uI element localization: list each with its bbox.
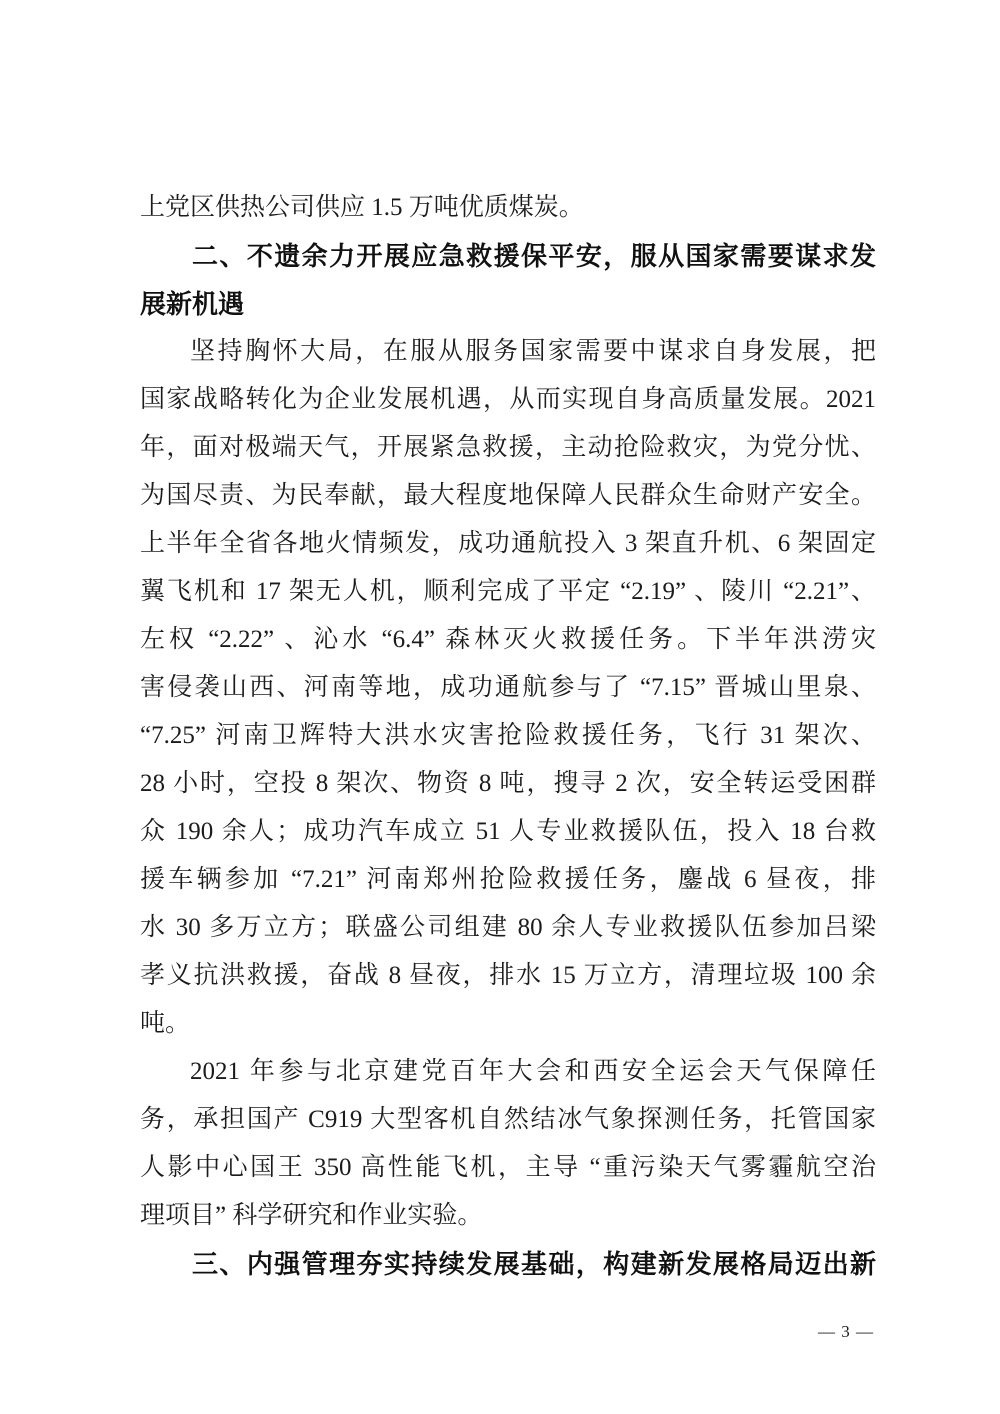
- text-line: 上党区供热公司供应 1.5 万吨优质煤炭。: [140, 194, 584, 221]
- text-line: 国家战略转化为企业发展机遇，从而实现自身高质量发展。2021: [140, 386, 876, 413]
- text-line: 众 190 余人；成功汽车成立 51 人专业救援队伍，投入 18 台救: [140, 818, 876, 845]
- page-number: — 3 —: [818, 1322, 874, 1341]
- text-line: 28 小时，空投 8 架次、物资 8 吨，搜寻 2 次，安全转运受困群: [140, 770, 876, 797]
- text-line: 翼飞机和 17 架无人机，顺利完成了平定 “2.19” 、陵川 “2.21”、: [140, 578, 876, 605]
- text-line: 水 30 多万立方；联盛公司组建 80 余人专业救援队伍参加吕梁: [140, 914, 876, 941]
- text-line: 为国尽责、为民奉献，最大程度地保障人民群众生命财产安全。: [140, 482, 876, 509]
- text-line: 坚持胸怀大局，在服从服务国家需要中谋求自身发展，把: [190, 338, 876, 365]
- text-line: 理项目” 科学研究和作业实验。: [140, 1202, 483, 1229]
- section-heading: 三、内强管理夯实持续发展基础，构建新发展格局迈出新: [192, 1249, 876, 1279]
- text-line: 害侵袭山西、河南等地，成功通航参与了 “7.15” 晋城山里泉、: [140, 674, 876, 701]
- text-line: “7.25” 河南卫辉特大洪水灾害抢险救援任务，飞行 31 架次、: [140, 722, 876, 749]
- text-line: 左权 “2.22” 、沁水 “6.4” 森林灭火救援任务。下半年洪涝灾: [140, 626, 876, 653]
- section-heading: 二、不遗余力开展应急救援保平安，服从国家需要谋求发: [192, 241, 876, 271]
- text-line: 务，承担国产 C919 大型客机自然结冰气象探测任务，托管国家: [140, 1106, 876, 1133]
- text-line: 孝义抗洪救援，奋战 8 昼夜，排水 15 万立方，清理垃圾 100 余: [140, 962, 876, 989]
- text-line: 年，面对极端天气，开展紧急救援，主动抢险救灾，为党分忧、: [140, 434, 876, 461]
- section-heading: 展新机遇: [140, 289, 245, 319]
- text-line: 上半年全省各地火情频发，成功通航投入 3 架直升机、6 架固定: [140, 530, 876, 557]
- text-line: 2021 年参与北京建党百年大会和西安全运会天气保障任: [190, 1058, 876, 1085]
- text-line: 吨。: [140, 1010, 191, 1037]
- text-line: 援车辆参加 “7.21” 河南郑州抢险救援任务，鏖战 6 昼夜，排: [140, 866, 876, 893]
- text-line: 人影中心国王 350 高性能飞机，主导 “重污染天气雾霾航空治: [140, 1154, 876, 1181]
- document-body: [140, 184, 876, 1288]
